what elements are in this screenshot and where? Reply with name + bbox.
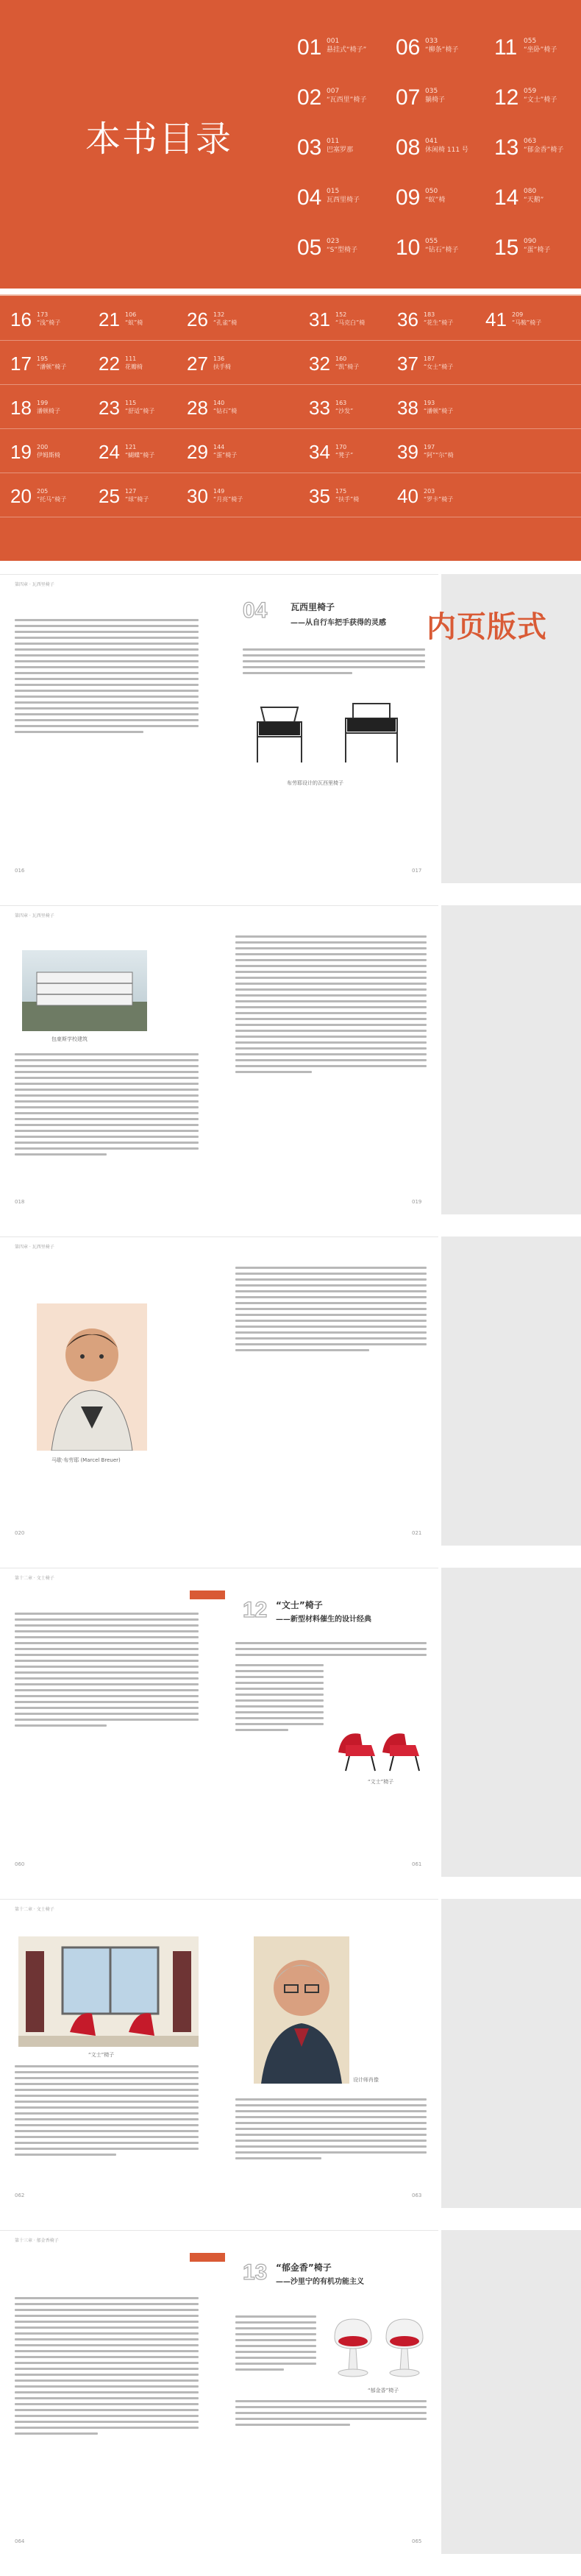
toc-entry-label: “凯”椅子 <box>335 364 360 370</box>
toc-entry-number: 29 <box>187 441 208 463</box>
body-text <box>15 2297 199 2438</box>
body-text <box>15 1613 199 1730</box>
toc-entry-text <box>524 137 563 155</box>
toc-entry-label: 伊姆斯椅 <box>37 452 60 459</box>
toc-entry-number: 41 <box>485 308 507 330</box>
toc-entry-page: 197 <box>424 444 435 450</box>
toc-entry-text <box>424 443 454 459</box>
page-number: 016 <box>15 868 25 874</box>
toc-entry-number: 12 <box>494 85 519 110</box>
toc-entry-page: 149 <box>213 488 225 495</box>
toc-entry-label: “花生”椅子 <box>424 319 454 326</box>
body-text <box>15 619 199 737</box>
toc-entry-page: 121 <box>125 444 137 450</box>
toc-entry-page: 136 <box>213 355 225 362</box>
toc-entry-label: “孔雀”椅 <box>213 319 238 326</box>
toc-entry-number: 28 <box>187 397 208 419</box>
toc-entry-number: 23 <box>99 397 120 419</box>
toc-entry-number: 17 <box>10 353 32 375</box>
toc-entry-label: “女士”椅子 <box>424 364 454 370</box>
toc-entry-page: 035 <box>425 88 438 95</box>
toc-entry-label: “凳子” <box>335 452 354 459</box>
toc-entry-number: 13 <box>494 135 519 160</box>
toc-entry-page: 152 <box>335 311 347 318</box>
toc-entry-label: “钻石”椅子 <box>425 247 459 254</box>
toc-entry-number: 34 <box>309 441 330 463</box>
chapter-subtitle: ——新型材料催生的设计经典 <box>276 1616 371 1624</box>
toc-entry-label: “柳条”椅子 <box>425 46 459 54</box>
toc-entry-label: 扶手椅 <box>213 364 231 370</box>
toc-entry-text <box>327 87 366 105</box>
toc-entry-number: 05 <box>297 236 322 260</box>
page-header: 第四章 · 瓦西里椅子 <box>15 582 54 587</box>
toc-entry-page: 144 <box>213 444 225 450</box>
figure-caption: 马歇·布劳耶 (Marcel Breuer) <box>51 1457 121 1463</box>
toc-entry-text <box>125 311 143 327</box>
chapter-subtitle: ——沙里宁的有机功能主义 <box>276 2278 364 2286</box>
red-chair-illustration <box>331 1716 427 1774</box>
toc-entry-label: 悬挂式“椅子” <box>327 46 367 54</box>
page-header: 第四章 · 瓦西里椅子 <box>15 1245 54 1250</box>
spread-chapter-12 <box>0 1568 438 1877</box>
toc-entry-text <box>213 487 243 503</box>
toc-entry-number: 21 <box>99 308 120 330</box>
page-number: 062 <box>15 2193 25 2198</box>
toc-entry-label: 瓦西里椅子 <box>327 197 360 204</box>
toc-entry-number: 25 <box>99 485 120 507</box>
toc-entry-page: 007 <box>327 88 340 95</box>
toc-entry-number: 27 <box>187 353 208 375</box>
spread-page-20 <box>0 1236 438 1546</box>
toc-entry-page: 170 <box>335 444 347 450</box>
toc-entry-number: 10 <box>396 236 421 260</box>
toc-entry-page: 001 <box>327 38 340 45</box>
toc-entry-page: 199 <box>37 400 49 406</box>
page-header: 第四章 · 瓦西里椅子 <box>15 913 54 919</box>
figure-caption: “文士”椅子 <box>368 1779 394 1785</box>
side-panel <box>441 2230 581 2554</box>
toc-entry-text <box>424 487 453 503</box>
toc-entry-text <box>425 137 468 155</box>
figure-caption: “郁金香”椅子 <box>368 2388 399 2393</box>
body-text <box>235 1664 324 1735</box>
toc-entry-label: “月亮”椅子 <box>213 496 243 503</box>
toc-banner <box>0 0 581 289</box>
toc-entry-label: “文士”椅子 <box>524 96 557 104</box>
toc-entry-label: “球”椅子 <box>125 496 149 503</box>
page-number: 063 <box>412 2193 422 2198</box>
toc-entry-number: 36 <box>397 308 418 330</box>
toc-entry-text <box>125 487 149 503</box>
figure-caption: 布劳耶设计的瓦西里椅子 <box>287 780 343 786</box>
spread-page-62 <box>0 1899 438 2208</box>
toc-entry-text <box>335 355 359 371</box>
chapter-title: 瓦西里椅子 <box>290 602 335 612</box>
side-panel <box>441 1899 581 2208</box>
page-number: 060 <box>15 1861 25 1867</box>
page-number: 020 <box>15 1530 25 1536</box>
toc-entry-text <box>425 187 445 205</box>
toc-entry-text <box>524 37 557 54</box>
toc-entry-label: “浅”椅子 <box>37 319 61 326</box>
toc-entry-text <box>335 487 359 503</box>
toc-entry-text <box>125 399 154 415</box>
toc-entry-label: “钻石”椅 <box>213 408 238 414</box>
figure-caption: 包豪斯学校建筑 <box>51 1036 88 1042</box>
toc-entry-number: 24 <box>99 441 120 463</box>
toc-entry-label: “蝴蝶”椅子 <box>125 452 155 459</box>
side-panel <box>441 1236 581 1546</box>
toc-entry-label: “坐卧”椅子 <box>524 46 557 54</box>
body-text <box>235 2400 427 2430</box>
building-photo <box>22 950 147 1031</box>
toc-entry-page: 209 <box>512 311 524 318</box>
toc-entry-number: 14 <box>494 185 519 210</box>
toc-entry-label: “蚁”椅 <box>125 319 143 326</box>
toc-entry-number: 15 <box>494 236 519 260</box>
toc-entry-page: 106 <box>125 311 137 318</box>
figure-caption: 设计师肖像 <box>353 2077 379 2083</box>
toc-entry-text <box>125 443 154 459</box>
page-number: 017 <box>412 868 422 874</box>
toc-entry-page: 193 <box>424 400 435 406</box>
portrait-illustration <box>37 1303 147 1451</box>
body-text <box>235 935 427 1077</box>
toc-entry-text <box>424 355 453 371</box>
body-text <box>235 2098 427 2163</box>
toc-entry-page: 200 <box>37 444 49 450</box>
toc-entry-label: 休闲椅 111 号 <box>425 146 468 154</box>
toc-entry-page: 160 <box>335 355 347 362</box>
spread-chapter-13 <box>0 2230 438 2554</box>
toc-entry-page: 050 <box>425 188 438 195</box>
toc-entry-number: 04 <box>297 185 322 210</box>
layout-stamp: 内页版式 <box>427 610 547 644</box>
side-panel <box>427 574 581 883</box>
body-text <box>235 1267 427 1355</box>
toc-entry-page: 090 <box>524 238 537 245</box>
toc-entry-label: “天鹅” <box>524 197 544 204</box>
toc-entry-number: 32 <box>309 353 330 375</box>
toc-entry-text <box>524 237 550 255</box>
spread-page-18 <box>0 905 438 1214</box>
toc-entry-number: 26 <box>187 308 208 330</box>
chapter-subtitle: ——从自行车把手获得的灵感 <box>290 619 386 627</box>
toc-entry-text <box>424 311 453 327</box>
body-text <box>15 1053 199 1159</box>
chapter-title: “文士”椅子 <box>276 1600 323 1610</box>
toc-title: 本书目录 <box>85 118 233 160</box>
toc-entry-page: 127 <box>125 488 137 495</box>
toc-entry-page: 059 <box>524 88 537 95</box>
toc-entry-text <box>425 237 458 255</box>
toc-entry-text <box>213 399 237 415</box>
toc-entry-label: “S”型椅子 <box>327 247 358 254</box>
toc-entry-text <box>512 311 541 327</box>
toc-entry-number: 33 <box>309 397 330 419</box>
toc-entry-number: 11 <box>494 35 518 60</box>
toc-entry-page: 015 <box>327 188 340 195</box>
toc-entry-number: 39 <box>397 441 418 463</box>
toc-entry-label: 花瓣椅 <box>125 364 143 370</box>
interior-photo <box>18 1936 199 2047</box>
toc-entry-page: 187 <box>424 355 435 362</box>
chapter-number: 13 <box>243 2260 268 2285</box>
body-text <box>15 2065 199 2159</box>
page-header: 第十二章 · 文士椅子 <box>15 1576 54 1581</box>
chapter-title: “郁金香”椅子 <box>276 2262 332 2273</box>
toc-entry-number: 19 <box>10 441 32 463</box>
chapter-tab <box>190 1590 225 1599</box>
side-panel <box>441 1568 581 1877</box>
toc-entry-number: 37 <box>397 353 418 375</box>
toc-entry-number: 22 <box>99 353 120 375</box>
toc-entry-text <box>524 87 557 105</box>
toc-entry-label: “郁金香”椅子 <box>524 146 564 154</box>
toc-entry-label: “蛋”椅子 <box>213 452 238 459</box>
toc-entry-label: “罗卡”椅子 <box>424 496 454 503</box>
page-header: 第十三章 · 郁金香椅子 <box>15 2238 59 2243</box>
toc-entry-label: “潘顿”椅子 <box>424 408 454 414</box>
toc-entry-text <box>37 355 66 371</box>
side-panel <box>441 905 581 1214</box>
toc-entry-label: “阿”“尔”椅 <box>424 452 454 459</box>
toc-entry-page: 175 <box>335 488 347 495</box>
toc-entry-page: 055 <box>425 238 438 245</box>
toc-entry-text <box>327 37 366 54</box>
toc-entry-label: “蛋”椅子 <box>524 247 551 254</box>
toc-entry-page: 033 <box>425 38 438 45</box>
toc-entry-page: 163 <box>335 400 347 406</box>
toc-entry-label: “扶手”椅 <box>335 496 360 503</box>
toc-entry-number: 01 <box>297 35 322 60</box>
toc-entry-text <box>37 487 66 503</box>
toc-entry-text <box>425 87 445 105</box>
toc-entry-text <box>424 399 453 415</box>
toc-entry-label: “沙发” <box>335 408 354 414</box>
toc-entry-number: 08 <box>396 135 421 160</box>
toc-entry-page: 111 <box>125 355 137 362</box>
page-header: 第十二章 · 文士椅子 <box>15 1907 54 1912</box>
toc-entry-page: 115 <box>125 400 137 406</box>
figure-caption: “文士”椅子 <box>88 2052 115 2058</box>
toc-entry-label: “托马”椅子 <box>37 496 67 503</box>
toc-entry-page: 080 <box>524 188 537 195</box>
toc-entry-number: 38 <box>397 397 418 419</box>
toc-entry-label: “舒适”椅子 <box>125 408 155 414</box>
page-number: 019 <box>412 1199 422 1205</box>
toc-entry-label: “潘顿”椅子 <box>37 364 67 370</box>
portrait-illustration <box>254 1936 349 2084</box>
page-number: 061 <box>412 1861 422 1867</box>
toc-entry-page: 041 <box>425 138 438 145</box>
toc-entry-page: 055 <box>524 38 537 45</box>
toc-entry-text <box>37 443 60 459</box>
toc-entry-label: 躺椅子 <box>425 96 446 104</box>
toc-entry-text <box>37 311 60 327</box>
toc-entry-text <box>524 187 543 205</box>
toc-entry-number: 20 <box>10 485 32 507</box>
toc-entry-text <box>335 399 353 415</box>
body-text <box>243 648 425 678</box>
toc-entry-page: 203 <box>424 488 435 495</box>
toc-entry-page: 183 <box>424 311 435 318</box>
toc-entry-label: “马鞍”椅子 <box>512 319 542 326</box>
toc-entry-page: 140 <box>213 400 225 406</box>
toc-entry-number: 40 <box>397 485 418 507</box>
toc-entry-text <box>327 187 360 205</box>
toc-entry-number: 31 <box>309 308 330 330</box>
toc-entry-label: “瓦西里”椅子 <box>327 96 367 104</box>
toc-entry-text <box>335 443 353 459</box>
toc-entry-page: 205 <box>37 488 49 495</box>
toc-entry-page: 063 <box>524 138 537 145</box>
body-text <box>235 1642 427 1660</box>
page-number: 018 <box>15 1199 25 1205</box>
toc-entry-number: 07 <box>396 85 421 110</box>
tulip-chair-illustration <box>324 2308 427 2382</box>
toc-entry-number: 03 <box>297 135 322 160</box>
chapter-tab <box>190 2253 225 2262</box>
toc-entry-page: 195 <box>37 355 49 362</box>
page-number: 021 <box>412 1530 422 1536</box>
toc-entry-text <box>213 311 237 327</box>
toc-entry-number: 18 <box>10 397 32 419</box>
spread-chapter-04 <box>0 574 438 883</box>
toc-entry-label: 潘顿椅子 <box>37 408 60 414</box>
toc-grid <box>0 294 581 561</box>
toc-entry-number: 30 <box>187 485 208 507</box>
toc-entry-text <box>327 137 353 155</box>
toc-entry-text <box>37 399 60 415</box>
chapter-number: 04 <box>243 598 268 623</box>
body-text <box>235 2315 316 2374</box>
toc-entry-text <box>213 355 231 371</box>
toc-entry-text <box>425 37 458 54</box>
toc-entry-number: 16 <box>10 308 32 330</box>
toc-entry-number: 09 <box>396 185 421 210</box>
page-number: 064 <box>15 2538 25 2544</box>
toc-entry-text <box>213 443 237 459</box>
toc-entry-label: “马克白”椅 <box>335 319 366 326</box>
toc-entry-number: 35 <box>309 485 330 507</box>
toc-entry-page: 173 <box>37 311 49 318</box>
toc-entry-page: 132 <box>213 311 225 318</box>
toc-entry-page: 011 <box>327 138 340 145</box>
toc-entry-text <box>335 311 365 327</box>
toc-entry-page: 023 <box>327 238 340 245</box>
toc-entry-text <box>327 237 357 255</box>
chair-illustration <box>243 693 419 774</box>
page-number: 065 <box>412 2538 422 2544</box>
toc-entry-number: 06 <box>396 35 421 60</box>
toc-entry-label: “蚁”椅 <box>425 197 446 204</box>
toc-entry-number: 02 <box>297 85 322 110</box>
toc-entry-label: 巴塞罗那 <box>327 146 354 154</box>
chapter-number: 12 <box>243 1598 268 1622</box>
toc-entry-text <box>125 355 143 371</box>
